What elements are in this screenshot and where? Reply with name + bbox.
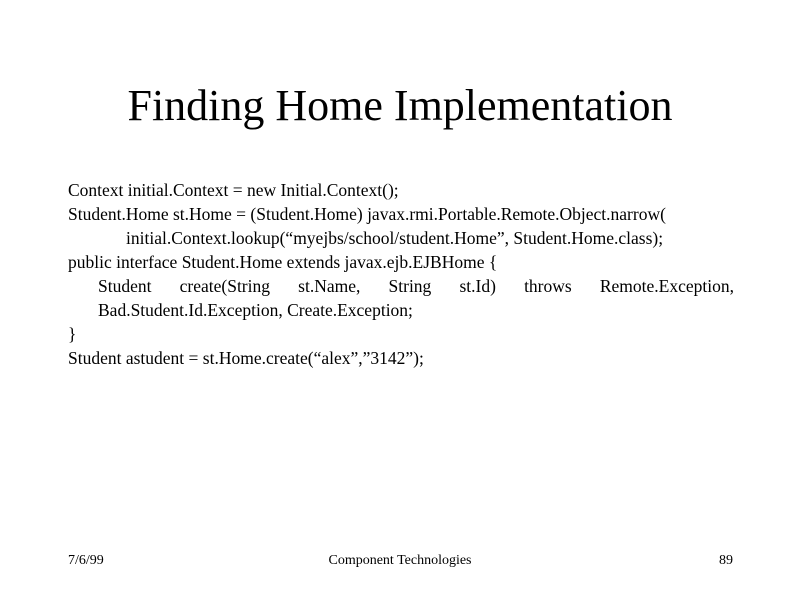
slide-title: Finding Home Implementation [127,81,673,130]
code-line-home-narrow: Student.Home st.Home = (Student.Home) javax.rmi.Portable.Remote.Object.narrow( [68,204,666,224]
code-line-context: Context initial.Context = new Initial.Context(); [68,180,399,200]
footer-page-number: 89 [719,553,733,568]
code-line-create-call: Student astudent = st.Home.create(“alex”,”3142”); [68,348,424,368]
code-line-create-method: Student create(String st.Name, String st.Id) throws Remote.Exception, Bad.Student.Id.Exception, Create.Exception; [98,276,734,320]
code-block [68,178,734,370]
footer-title: Component Technologies [328,553,472,568]
code-line-interface-decl: public interface Student.Home extends javax.ejb.EJBHome { [68,252,498,272]
code-line-lookup: initial.Context.lookup(“myejbs/school/student.Home”, Student.Home.class); [126,228,664,248]
footer-date: 7/6/99 [68,553,104,568]
code-line-closing-brace: } [68,324,77,344]
